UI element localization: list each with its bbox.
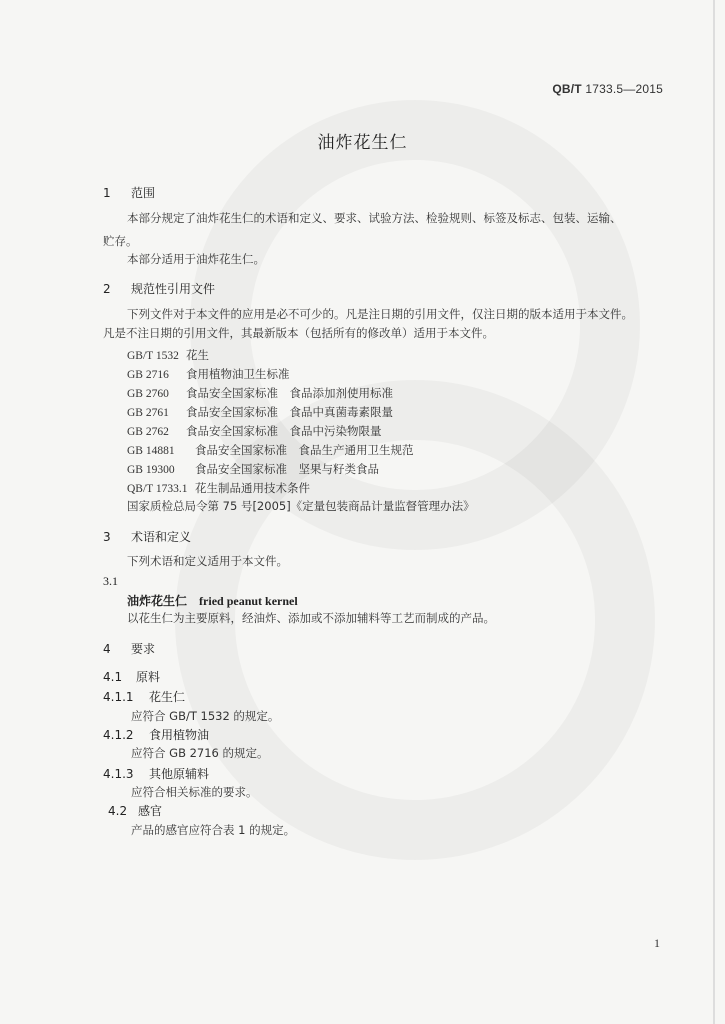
subsection-title: 感官 [138,804,163,818]
normative-reference [127,347,209,363]
paragraph-line: 贮存。 [103,234,138,248]
subsection-heading [103,688,185,705]
reference-code: GB 2716 [127,369,169,381]
subsection-number: 4.1 [103,670,123,684]
term-entry [127,592,298,609]
reference-code: QB/T 1733.1 [127,483,188,495]
subsection-number: 4.1.2 [103,728,134,742]
subsection-number: 4.2 [108,804,128,818]
page-number: 1 [654,936,660,950]
normative-reference [127,385,393,401]
reference-name: 食用植物油卫生标准 [186,367,290,381]
subsection-heading [103,668,160,685]
reference-name: 食品安全国家标准 食品生产通用卫生规范 [195,443,414,457]
section-number: 2 [103,282,111,296]
reference-name: 食品安全国家标准 食品中污染物限量 [186,424,382,438]
reference-code: GB 2760 [127,388,169,400]
term-english: fried peanut kernel [199,594,298,608]
normative-reference [127,404,393,420]
normative-reference: 国家质检总局令第 75 号[2005]《定量包装商品计量监督管理办法》 [127,499,475,513]
paragraph-line: 下列文件对于本文件的应用是必不可少的。凡是注日期的引用文件，仅注日期的版本适用于本文件。 [127,307,633,321]
subsection-heading [108,802,162,819]
section-heading [103,640,155,657]
reference-code: GB/T 1532 [127,350,179,362]
term-number: 3.1 [103,574,118,588]
page-title: 油炸花生仁 [317,133,408,153]
reference-code: GB 14881 [127,445,175,457]
reference-code: GB 2761 [127,407,169,419]
section-title: 规范性引用文件 [131,282,216,296]
paragraph-line: 下列术语和定义适用于本文件。 [127,554,288,568]
standard-prefix: QB/T [552,82,582,96]
normative-reference [127,480,310,496]
subsection-title: 其他原辅料 [149,767,210,781]
section-heading [103,184,155,201]
standard-code [552,82,663,96]
section-heading [103,528,191,545]
paragraph-line: 应符合相关标准的要求。 [131,785,258,799]
subsection-number: 4.1.1 [103,690,134,704]
reference-name: 食品安全国家标准 坚果与籽类食品 [195,462,379,476]
reference-code: GB 19300 [127,464,175,476]
page-edge [713,0,715,1024]
section-number: 4 [103,642,111,656]
section-number: 1 [103,186,111,200]
paragraph-line: 本部分规定了油炸花生仁的术语和定义、要求、试验方法、检验规则、标签及标志、包装、运输、 [127,211,622,225]
section-title: 要求 [131,642,156,656]
paragraph-line: 产品的感官应符合表 1 的规定。 [131,823,296,837]
subsection-title: 花生仁 [149,690,186,704]
paragraph-line: 应符合 GB/T 1532 的规定。 [131,709,280,723]
reference-code: GB 2762 [127,426,169,438]
reference-name: 花生 [186,348,209,362]
term-definition: 以花生仁为主要原料，经油炸、添加或不添加辅料等工艺而制成的产品。 [127,611,495,625]
section-heading [103,280,215,297]
section-title: 范围 [131,186,156,200]
subsection-heading [103,765,209,782]
normative-reference [127,366,290,382]
reference-name: 花生制品通用技术条件 [195,481,310,495]
normative-reference [127,442,414,458]
section-title: 术语和定义 [131,530,192,544]
subsection-title: 原料 [136,670,161,684]
normative-reference [127,423,382,439]
subsection-number: 4.1.3 [103,767,134,781]
standard-number: 1733.5—2015 [585,82,663,96]
term-chinese: 油炸花生仁 [127,594,188,608]
subsection-heading [103,726,209,743]
reference-name: 食品安全国家标准 食品中真菌毒素限量 [186,405,393,419]
normative-reference [127,461,379,477]
paragraph-line: 本部分适用于油炸花生仁。 [127,252,265,266]
paragraph-line: 凡是不注日期的引用文件，其最新版本（包括所有的修改单）适用于本文件。 [103,326,494,340]
reference-name: 食品安全国家标准 食品添加剂使用标准 [186,386,393,400]
paragraph-line: 应符合 GB 2716 的规定。 [131,746,269,760]
subsection-title: 食用植物油 [149,728,210,742]
section-number: 3 [103,530,111,544]
